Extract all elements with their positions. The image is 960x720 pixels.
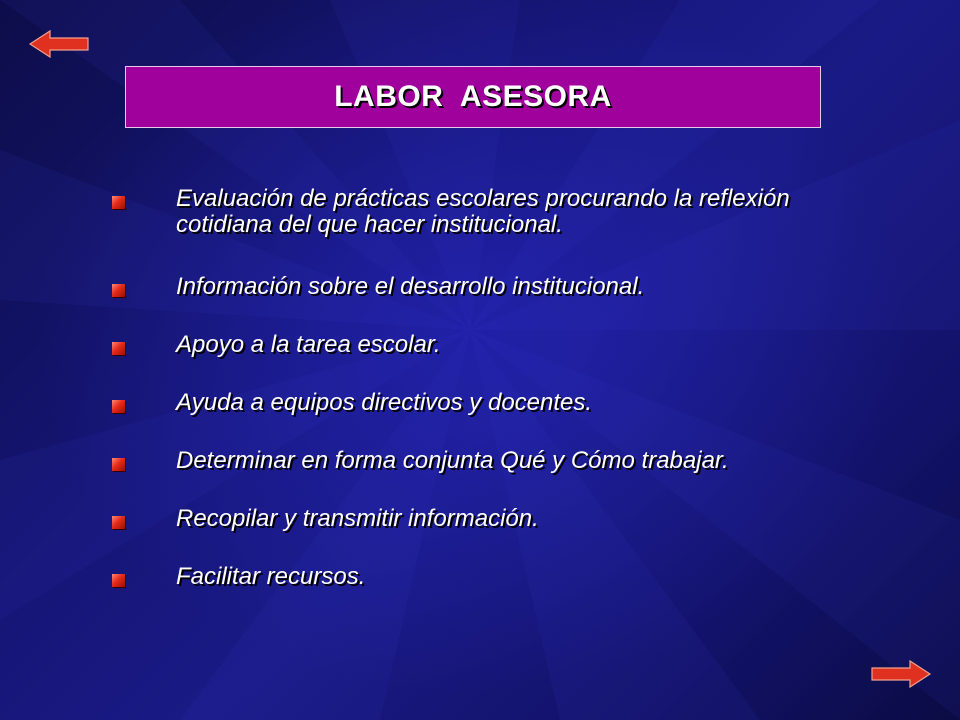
- bullet-item: [112, 274, 892, 300]
- slide-title: LABOR ASESORA: [334, 80, 612, 113]
- bullet-text: Evaluación de prácticas escolares procurando la reflexión cotidiana del que hacer institucional.: [176, 185, 790, 238]
- bullet-text: Ayuda a equipos directivos y docentes.: [176, 389, 593, 416]
- forward-button[interactable]: [868, 658, 932, 690]
- bullet-item: [112, 186, 892, 238]
- square-bullet-icon: [112, 574, 125, 587]
- back-button[interactable]: [28, 28, 92, 60]
- square-bullet-icon: [112, 400, 125, 413]
- bullet-item: [112, 448, 892, 474]
- bullet-item: [112, 390, 892, 416]
- bullet-text: Recopilar y transmitir información.: [176, 505, 539, 532]
- bullet-item: [112, 332, 892, 358]
- square-bullet-icon: [112, 516, 125, 529]
- bullet-list: [112, 186, 892, 622]
- square-bullet-icon: [112, 342, 125, 355]
- square-bullet-icon: [112, 458, 125, 471]
- arrow-right-icon: [868, 658, 932, 690]
- bullet-item: [112, 564, 892, 590]
- bullet-item: [112, 506, 892, 532]
- bullet-text: Apoyo a la tarea escolar.: [176, 331, 441, 358]
- bullet-text: Determinar en forma conjunta Qué y Cómo trabajar.: [176, 447, 729, 474]
- square-bullet-icon: [112, 284, 125, 297]
- bullet-text: Facilitar recursos.: [176, 563, 366, 590]
- title-box: [125, 66, 821, 128]
- square-bullet-icon: [112, 196, 125, 209]
- bullet-text: Información sobre el desarrollo institucional.: [176, 273, 645, 300]
- arrow-left-icon: [28, 28, 92, 60]
